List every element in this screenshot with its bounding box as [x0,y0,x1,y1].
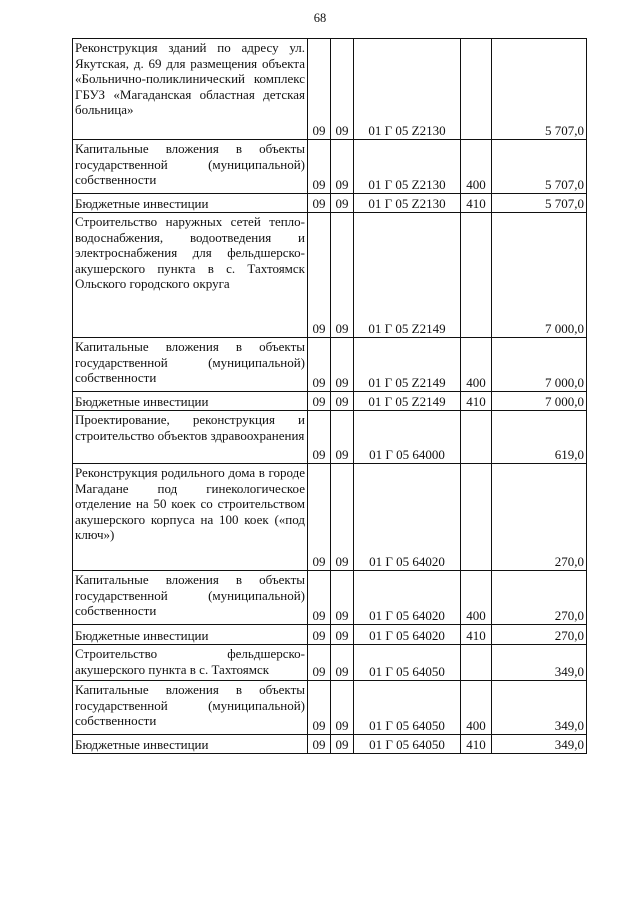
table-row [73,625,587,645]
row-name: Капитальные вложения в объекты государственной (муниципальной) собственности [75,572,305,619]
subsection-code: 09 [331,645,354,681]
section-code: 09 [308,645,331,681]
table-row [73,194,587,213]
table-row [73,140,587,194]
row-name: Бюджетные инвестиции [75,196,209,212]
expense-type-code [461,411,492,464]
row-name: Капитальные вложения в объекты государственной (муниципальной) собственности [75,141,305,188]
subsection-code: 09 [331,213,354,338]
amount: 5 707,0 [492,140,587,194]
target-article-code: 01 Г 05 64020 [354,625,461,645]
section-code: 09 [308,681,331,735]
amount: 5 707,0 [492,194,587,213]
amount: 7 000,0 [492,213,587,338]
section-code: 09 [308,571,331,625]
row-name: Бюджетные инвестиции [75,628,209,644]
table-row [73,681,587,735]
table-row [73,39,587,140]
row-name: Капитальные вложения в объекты государственной (муниципальной) собственности [75,339,305,386]
row-name: Проектирование, реконструкция и строительство объектов здравоохранения [75,412,305,443]
subsection-code: 09 [331,681,354,735]
section-code: 09 [308,735,331,754]
expense-type-code [461,645,492,681]
subsection-code: 09 [331,338,354,392]
row-name-cell [73,213,308,338]
target-article-code: 01 Г 05 Z2130 [354,140,461,194]
subsection-code: 09 [331,735,354,754]
target-article-code: 01 Г 05 64050 [354,681,461,735]
expense-type-code: 410 [461,735,492,754]
amount: 270,0 [492,625,587,645]
target-article-code: 01 Г 05 Z2149 [354,392,461,411]
subsection-code: 09 [331,39,354,140]
subsection-code: 09 [331,571,354,625]
table-row [73,735,587,754]
subsection-code: 09 [331,140,354,194]
budget-table [72,38,587,754]
amount: 349,0 [492,681,587,735]
row-name: Строительство наружных сетей тепло-водоснабжения, водоотведения и электроснабжения для фельдшерско-акушерского пункта в с. Тахтоямск Ольского городского округа [75,214,305,292]
expense-type-code: 410 [461,625,492,645]
expense-type-code [461,213,492,338]
expense-type-code: 410 [461,194,492,213]
amount: 7 000,0 [492,392,587,411]
target-article-code: 01 Г 05 Z2149 [354,213,461,338]
row-name: Капитальные вложения в объекты государственной (муниципальной) собственности [75,682,305,729]
expense-type-code: 400 [461,140,492,194]
table-row [73,464,587,571]
page-number: 68 [313,11,327,25]
row-name: Бюджетные инвестиции [75,737,209,753]
section-code: 09 [308,411,331,464]
target-article-code: 01 Г 05 Z2130 [354,39,461,140]
target-article-code: 01 Г 05 64050 [354,735,461,754]
amount: 619,0 [492,411,587,464]
row-name: Бюджетные инвестиции [75,394,209,410]
section-code: 09 [308,625,331,645]
row-name-cell [73,392,308,411]
row-name: Реконструкция родильного дома в городе Магадане под гинекологическое отделение на 50 коек со строительством акушерского корпуса на 100 коек («под ключ») [75,465,305,543]
amount: 5 707,0 [492,39,587,140]
row-name: Реконструкция зданий по адресу ул. Якутская, д. 69 для размещения объекта «Больнично-поликлинический комплекс ГБУЗ «Магаданская областная детская больница» [75,40,305,118]
section-code: 09 [308,140,331,194]
expense-type-code: 400 [461,681,492,735]
row-name-cell [73,39,308,140]
section-code: 09 [308,39,331,140]
row-name-cell [73,625,308,645]
target-article-code: 01 Г 05 Z2149 [354,338,461,392]
table-row [73,392,587,411]
section-code: 09 [308,392,331,411]
expense-type-code [461,39,492,140]
row-name-cell [73,464,308,571]
table-row [73,411,587,464]
table-row [73,571,587,625]
row-name-cell [73,194,308,213]
amount: 270,0 [492,571,587,625]
row-name-cell [73,338,308,392]
table-row [73,338,587,392]
table-row [73,645,587,681]
amount: 270,0 [492,464,587,571]
row-name-cell [73,645,308,681]
amount: 349,0 [492,735,587,754]
row-name-cell [73,681,308,735]
section-code: 09 [308,213,331,338]
amount: 349,0 [492,645,587,681]
expense-type-code: 400 [461,338,492,392]
row-name-cell [73,411,308,464]
row-name-cell [73,735,308,754]
target-article-code: 01 Г 05 64050 [354,645,461,681]
target-article-code: 01 Г 05 Z2130 [354,194,461,213]
expense-type-code: 400 [461,571,492,625]
amount: 7 000,0 [492,338,587,392]
section-code: 09 [308,464,331,571]
row-name-cell [73,140,308,194]
subsection-code: 09 [331,625,354,645]
expense-type-code [461,464,492,571]
target-article-code: 01 Г 05 64020 [354,464,461,571]
subsection-code: 09 [331,464,354,571]
target-article-code: 01 Г 05 64020 [354,571,461,625]
subsection-code: 09 [331,194,354,213]
target-article-code: 01 Г 05 64000 [354,411,461,464]
expense-type-code: 410 [461,392,492,411]
row-name: Строительство фельдшерско-акушерского пункта в с. Тахтоямск [75,646,305,677]
row-name-cell [73,571,308,625]
section-code: 09 [308,338,331,392]
section-code: 09 [308,194,331,213]
table-row [73,213,587,338]
subsection-code: 09 [331,392,354,411]
subsection-code: 09 [331,411,354,464]
